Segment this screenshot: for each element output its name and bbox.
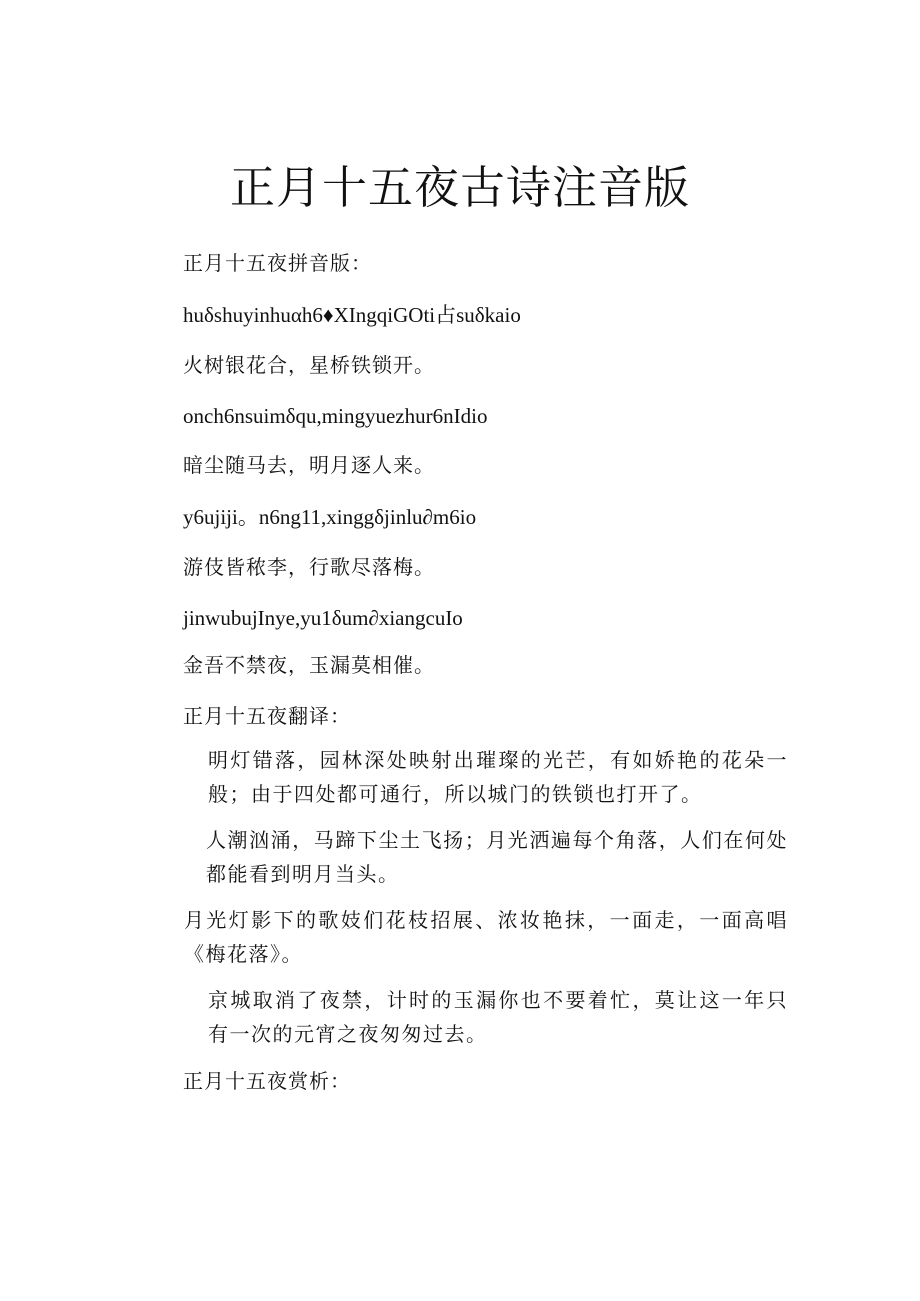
translation-heading: 正月十五夜翻译：	[183, 704, 351, 728]
poem-line-3: 游伎皆秾李，行歌尽落梅。	[183, 555, 435, 579]
translation-text-3: 月光灯影下的歌妓们花枝招展、浓妆艳抹，一面走，一面高唱《梅花落》。	[184, 908, 788, 966]
poem-pinyin-line-3: y6ujiji。n6ng11,xinggδjinlu∂m6io	[183, 505, 477, 529]
translation-paragraph-4	[136, 983, 788, 1051]
poem-pinyin-line-4: jinwubujInye,yu1δum∂xiangcuIo	[183, 606, 463, 630]
poem-line-2: 暗尘随马去，明月逐人来。	[183, 453, 435, 477]
pinyin-heading: 正月十五夜拼音版：	[183, 251, 372, 275]
translation-text-1: 明灯错落，园林深处映射出璀璨的光芒，有如娇艳的花朵一般；由于四处都可通行，所以城门的铁锁也打开了。	[208, 748, 788, 806]
translation-paragraph-3	[136, 903, 788, 971]
translation-text-2: 人潮汹涌，马蹄下尘土飞扬；月光洒遍每个角落，人们在何处都能看到明月当头。	[206, 828, 788, 886]
poem-pinyin-line-1: huδshuyinhuαh6♦XIngqiGOti占suδkaio	[183, 303, 521, 327]
poem-line-1: 火树银花合，星桥铁锁开。	[183, 353, 435, 377]
poem-pinyin-line-2: onch6nsuimδqu,mingyuezhur6nIdio	[183, 404, 488, 428]
translation-paragraph-1	[136, 743, 788, 811]
document-title: 正月十五夜古诗注音版	[229, 161, 690, 214]
translation-paragraph-2	[136, 823, 788, 891]
translation-text-4: 京城取消了夜禁，计时的玉漏你也不要着忙，莫让这一年只有一次的元宵之夜匆匆过去。	[208, 988, 788, 1046]
poem-line-4: 金吾不禁夜，玉漏莫相催。	[183, 653, 435, 677]
appreciation-heading: 正月十五夜赏析：	[183, 1069, 351, 1093]
